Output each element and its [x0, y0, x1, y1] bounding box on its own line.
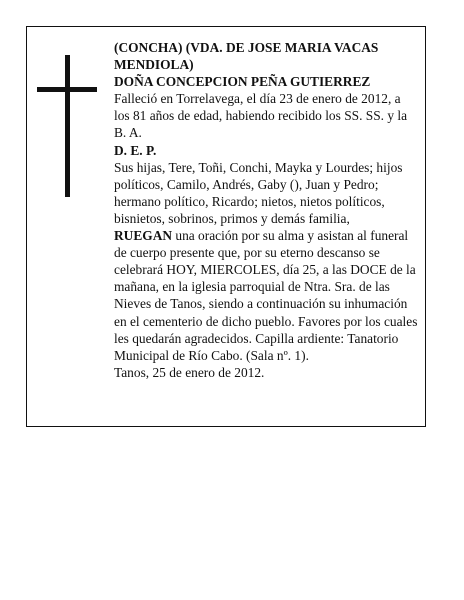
cross-icon — [37, 55, 97, 197]
dep-line: D. E. P. — [114, 142, 157, 158]
family-list: Sus hijas, Tere, Toñi, Conchi, Mayka y Lourdes; hijos políticos, Camilo, Andrés, Gaby (), Juan y Pedro; hermano político, Ricardo; nietos, nietos políticos, bisnietos, sobrinos, primos y demás familia, — [114, 159, 403, 226]
obituary-notice — [26, 26, 426, 427]
funeral-request-text: una oración por su alma y asistan al funeral de cuerpo presente que, por su eterno descanso se celebrará HOY, MIERCOLES, día 25, a las DOCE de la mañana, en la iglesia parroquial de Ntra. Sra. de las Nieves de Tanos, siendo a continuación su inhumación en el cementerio de dicho pueblo. Favores por los cuales les quedarán agradecidos. Capilla ardiente: Tanatorio Municipal de Río Cabo. (Sala nº. 1). — [114, 228, 418, 363]
funeral-request — [114, 227, 419, 364]
header-alias: (CONCHA) (VDA. DE JOSE MARIA VACAS MENDIOLA) — [114, 40, 379, 73]
place-date: Tanos, 25 de enero de 2012. — [114, 364, 265, 380]
notice-text — [114, 39, 419, 381]
cross-horizontal-bar — [37, 87, 97, 92]
deceased-name: DOÑA CONCEPCION PEÑA GUTIERREZ — [114, 74, 371, 90]
death-statement: Falleció en Torrelavega, el día 23 de enero de 2012, a los 81 años de edad, habiendo recibido los SS. SS. y la B. A. — [114, 91, 408, 141]
ruegan-label: RUEGAN — [114, 228, 173, 244]
cross-vertical-bar — [65, 55, 70, 197]
